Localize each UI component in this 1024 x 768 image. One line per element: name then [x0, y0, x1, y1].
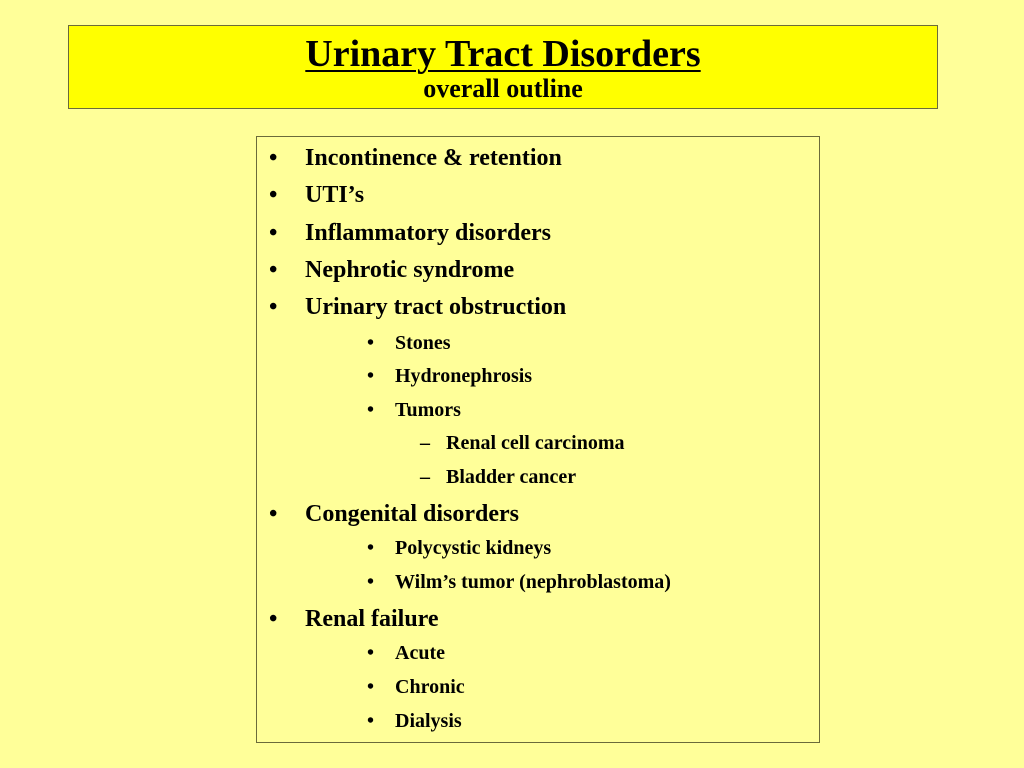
list-item-text: UTI’s	[305, 182, 365, 208]
bullet-icon: •	[269, 606, 278, 632]
list-item-text: Nephrotic syndrome	[305, 257, 515, 283]
list-item-text: Hydronephrosis	[395, 365, 533, 387]
bullet-icon: •	[269, 182, 278, 208]
list-item-text: Wilm’s tumor (nephroblastoma)	[395, 571, 671, 593]
bullet-icon: •	[367, 710, 375, 732]
bullet-icon: •	[269, 145, 278, 171]
slide-subtitle: overall outline	[423, 74, 583, 103]
list-item-text: Renal failure	[305, 606, 439, 632]
bullet-icon: •	[367, 571, 375, 593]
list-item-text: Stones	[395, 332, 451, 354]
list-item-text: Congenital disorders	[305, 501, 520, 527]
bullet-icon: •	[367, 399, 375, 421]
list-item-text: Polycystic kidneys	[395, 537, 552, 559]
bullet-icon: •	[367, 642, 375, 664]
list-item-text: Tumors	[395, 399, 461, 421]
list-item-text: Inflammatory disorders	[305, 220, 551, 246]
bullet-icon: •	[367, 332, 375, 354]
dash-icon: –	[420, 466, 430, 488]
list-item-text: Chronic	[395, 676, 465, 698]
list-item-text: Bladder cancer	[446, 466, 577, 488]
bullet-icon: •	[367, 365, 375, 387]
list-item-text: Urinary tract obstruction	[305, 294, 567, 320]
outline-box	[256, 136, 820, 743]
bullet-icon: •	[269, 294, 278, 320]
bullet-icon: •	[367, 676, 375, 698]
bullet-icon: •	[269, 220, 278, 246]
bullet-icon: •	[269, 257, 278, 283]
list-item-text: Incontinence & retention	[305, 145, 562, 171]
slide-title: Urinary Tract Disorders	[305, 33, 701, 75]
list-item-text: Dialysis	[395, 710, 462, 732]
bullet-icon: •	[269, 501, 278, 527]
list-item-text: Acute	[395, 642, 445, 664]
dash-icon: –	[420, 432, 430, 454]
title-box	[68, 25, 938, 109]
list-item-text: Renal cell carcinoma	[446, 432, 625, 454]
bullet-icon: •	[367, 537, 375, 559]
